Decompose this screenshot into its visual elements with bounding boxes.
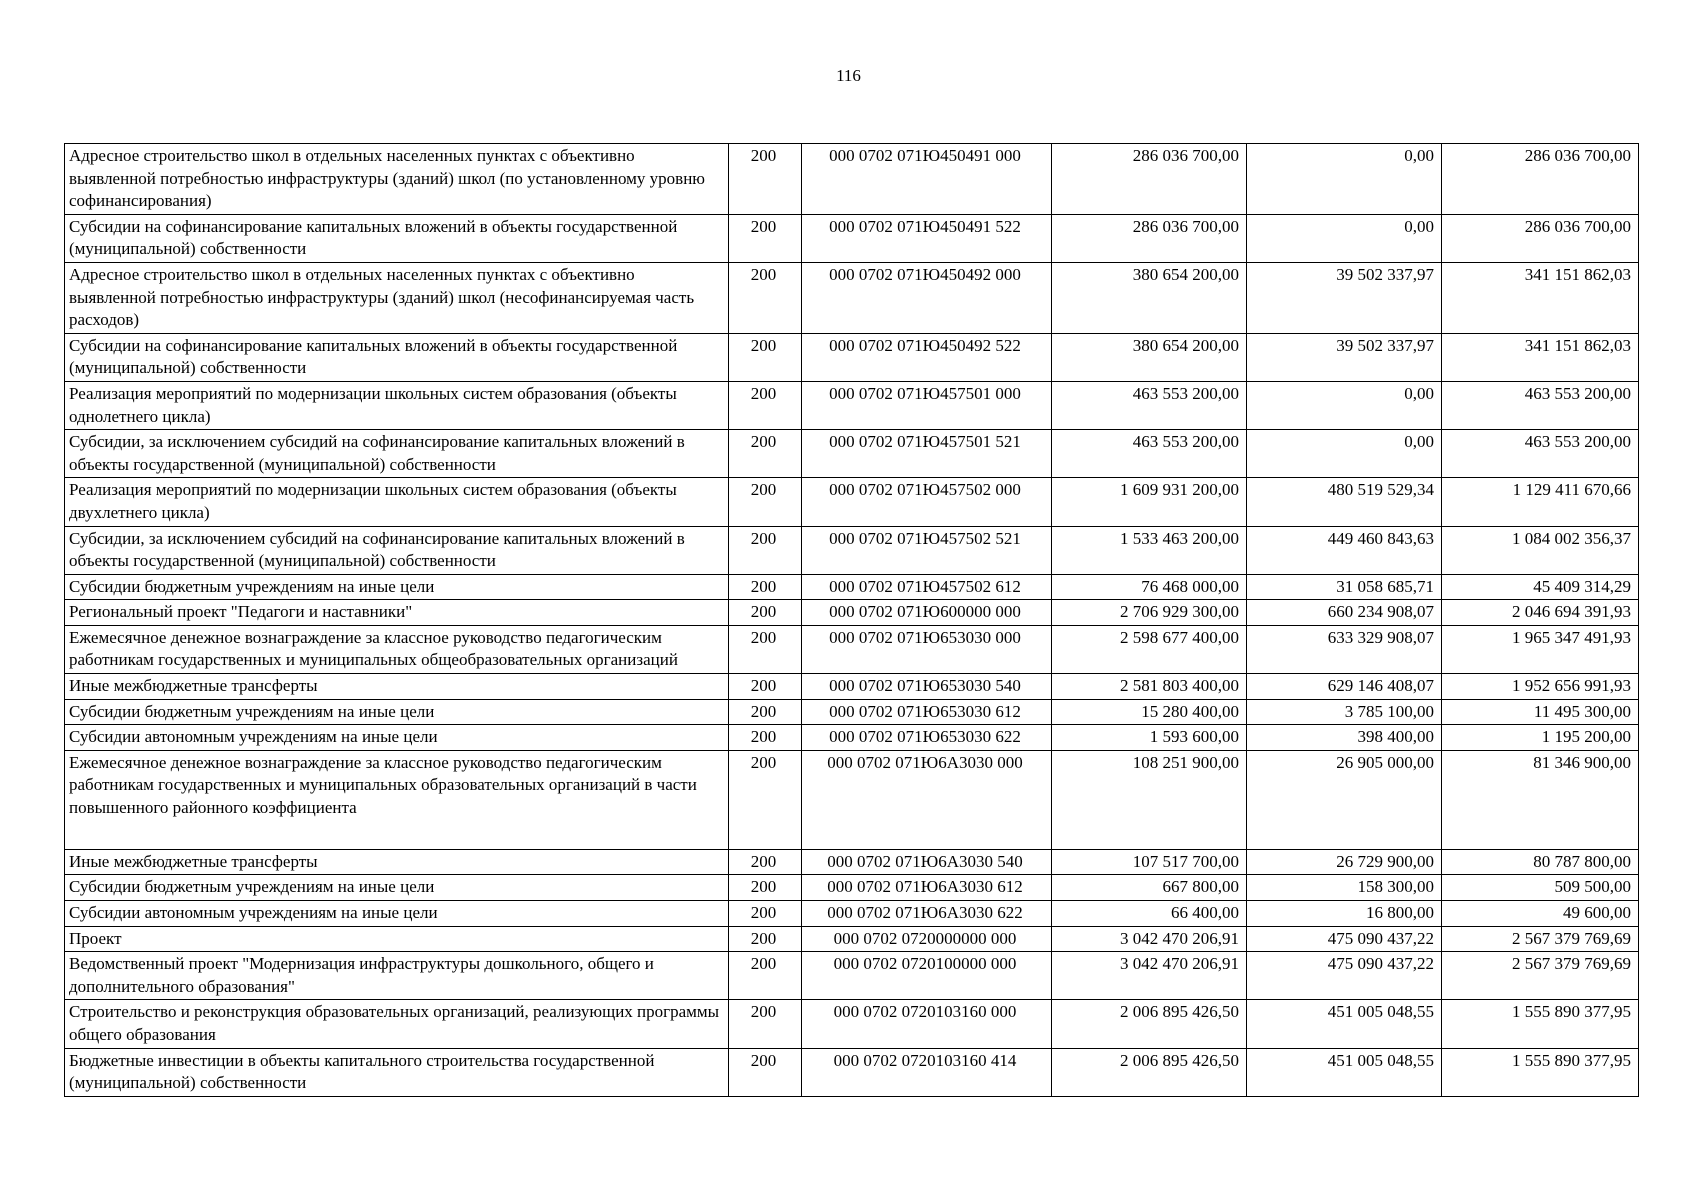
- row-executed: 0,00: [1247, 381, 1442, 429]
- table-row: [65, 901, 1639, 927]
- row-approved: 108 251 900,00: [1052, 750, 1247, 849]
- row-remaining: 286 036 700,00: [1442, 144, 1639, 215]
- row-approved: 2 598 677 400,00: [1052, 625, 1247, 673]
- row-kbk: 000 0702 071Ю457502 000: [802, 478, 1052, 526]
- row-executed: 475 090 437,22: [1247, 952, 1442, 1000]
- row-name: Иные межбюджетные трансферты: [65, 674, 729, 700]
- row-code: 200: [729, 478, 802, 526]
- row-kbk: 000 0702 071Ю653030 622: [802, 725, 1052, 751]
- row-kbk: 000 0702 071Ю653030 540: [802, 674, 1052, 700]
- row-approved: 2 581 803 400,00: [1052, 674, 1247, 700]
- table-row: [65, 381, 1639, 429]
- row-kbk: 000 0702 0720103160 414: [802, 1048, 1052, 1096]
- row-approved: 286 036 700,00: [1052, 214, 1247, 262]
- row-remaining: 1 195 200,00: [1442, 725, 1639, 751]
- row-name: Субсидии на софинансирование капитальных вложений в объекты государственной (муниципальной) собственности: [65, 214, 729, 262]
- row-name: Субсидии бюджетным учреждениям на иные цели: [65, 699, 729, 725]
- row-remaining: 45 409 314,29: [1442, 574, 1639, 600]
- row-name: Ежемесячное денежное вознаграждение за классное руководство педагогическим работникам государственных и муниципальных общеобразовательных организаций: [65, 625, 729, 673]
- row-approved: 380 654 200,00: [1052, 262, 1247, 333]
- row-approved: 15 280 400,00: [1052, 699, 1247, 725]
- row-executed: 398 400,00: [1247, 725, 1442, 751]
- row-remaining: 49 600,00: [1442, 901, 1639, 927]
- row-executed: 26 905 000,00: [1247, 750, 1442, 849]
- row-kbk: 000 0702 071Ю450492 522: [802, 333, 1052, 381]
- row-approved: 463 553 200,00: [1052, 430, 1247, 478]
- row-executed: 16 800,00: [1247, 901, 1442, 927]
- row-executed: 449 460 843,63: [1247, 526, 1442, 574]
- row-executed: 31 058 685,71: [1247, 574, 1442, 600]
- table-row: [65, 478, 1639, 526]
- table-row: [65, 333, 1639, 381]
- row-approved: 380 654 200,00: [1052, 333, 1247, 381]
- table-row: [65, 674, 1639, 700]
- row-code: 200: [729, 875, 802, 901]
- row-name: Реализация мероприятий по модернизации школьных систем образования (объекты двухлетнего цикла): [65, 478, 729, 526]
- table-row: [65, 600, 1639, 626]
- row-remaining: 463 553 200,00: [1442, 430, 1639, 478]
- row-remaining: 11 495 300,00: [1442, 699, 1639, 725]
- row-remaining: 286 036 700,00: [1442, 214, 1639, 262]
- row-name: Субсидии автономным учреждениям на иные цели: [65, 725, 729, 751]
- row-code: 200: [729, 952, 802, 1000]
- budget-execution-table: [64, 143, 1639, 1097]
- row-remaining: 1 965 347 491,93: [1442, 625, 1639, 673]
- row-executed: 451 005 048,55: [1247, 1000, 1442, 1048]
- row-name: Бюджетные инвестиции в объекты капитального строительства государственной (муниципальной) собственности: [65, 1048, 729, 1096]
- row-executed: 39 502 337,97: [1247, 333, 1442, 381]
- table-row: [65, 214, 1639, 262]
- row-remaining: 1 555 890 377,95: [1442, 1048, 1639, 1096]
- table-row: [65, 952, 1639, 1000]
- row-approved: 286 036 700,00: [1052, 144, 1247, 215]
- table-row: [65, 1000, 1639, 1048]
- table-row: [65, 926, 1639, 952]
- row-approved: 76 468 000,00: [1052, 574, 1247, 600]
- row-kbk: 000 0702 071Ю457501 521: [802, 430, 1052, 478]
- row-name: Проект: [65, 926, 729, 952]
- row-approved: 3 042 470 206,91: [1052, 952, 1247, 1000]
- row-kbk: 000 0702 071Ю6А3030 540: [802, 849, 1052, 875]
- row-approved: 3 042 470 206,91: [1052, 926, 1247, 952]
- row-remaining: 463 553 200,00: [1442, 381, 1639, 429]
- row-name: Строительство и реконструкция образовательных организаций, реализующих программы общего образования: [65, 1000, 729, 1048]
- row-approved: 1 593 600,00: [1052, 725, 1247, 751]
- table-row: [65, 430, 1639, 478]
- table-row: [65, 725, 1639, 751]
- row-executed: 451 005 048,55: [1247, 1048, 1442, 1096]
- row-name: Субсидии, за исключением субсидий на софинансирование капитальных вложений в объекты государственной (муниципальной) собственности: [65, 430, 729, 478]
- row-kbk: 000 0702 0720103160 000: [802, 1000, 1052, 1048]
- row-code: 200: [729, 725, 802, 751]
- table-row: [65, 574, 1639, 600]
- table-row: [65, 1048, 1639, 1096]
- row-name: Иные межбюджетные трансферты: [65, 849, 729, 875]
- row-remaining: 509 500,00: [1442, 875, 1639, 901]
- row-approved: 2 006 895 426,50: [1052, 1048, 1247, 1096]
- row-kbk: 000 0702 0720000000 000: [802, 926, 1052, 952]
- row-name: Субсидии автономным учреждениям на иные цели: [65, 901, 729, 927]
- row-remaining: 2 567 379 769,69: [1442, 926, 1639, 952]
- row-kbk: 000 0702 071Ю600000 000: [802, 600, 1052, 626]
- row-name: Субсидии бюджетным учреждениям на иные цели: [65, 875, 729, 901]
- row-name: Субсидии, за исключением субсидий на софинансирование капитальных вложений в объекты государственной (муниципальной) собственности: [65, 526, 729, 574]
- row-approved: 1 533 463 200,00: [1052, 526, 1247, 574]
- row-code: 200: [729, 1000, 802, 1048]
- table-row: [65, 875, 1639, 901]
- row-remaining: 2 046 694 391,93: [1442, 600, 1639, 626]
- row-code: 200: [729, 699, 802, 725]
- row-kbk: 000 0702 071Ю6А3030 612: [802, 875, 1052, 901]
- row-code: 200: [729, 381, 802, 429]
- row-kbk: 000 0702 071Ю6А3030 000: [802, 750, 1052, 849]
- row-name: Адресное строительство школ в отдельных населенных пунктах с объективно выявленной потребностью инфраструктуры (зданий) школ (несофинансируемая часть расходов): [65, 262, 729, 333]
- row-code: 200: [729, 430, 802, 478]
- row-remaining: 80 787 800,00: [1442, 849, 1639, 875]
- row-remaining: 1 952 656 991,93: [1442, 674, 1639, 700]
- row-kbk: 000 0702 071Ю450491 000: [802, 144, 1052, 215]
- row-name: Субсидии бюджетным учреждениям на иные цели: [65, 574, 729, 600]
- row-remaining: 81 346 900,00: [1442, 750, 1639, 849]
- row-executed: 660 234 908,07: [1247, 600, 1442, 626]
- row-name: Реализация мероприятий по модернизации школьных систем образования (объекты однолетнего цикла): [65, 381, 729, 429]
- row-code: 200: [729, 926, 802, 952]
- row-approved: 667 800,00: [1052, 875, 1247, 901]
- row-kbk: 000 0702 0720100000 000: [802, 952, 1052, 1000]
- row-remaining: 2 567 379 769,69: [1442, 952, 1639, 1000]
- table-row: [65, 699, 1639, 725]
- row-code: 200: [729, 262, 802, 333]
- row-kbk: 000 0702 071Ю653030 000: [802, 625, 1052, 673]
- row-kbk: 000 0702 071Ю457502 521: [802, 526, 1052, 574]
- row-executed: 480 519 529,34: [1247, 478, 1442, 526]
- row-code: 200: [729, 625, 802, 673]
- table-row: [65, 144, 1639, 215]
- row-remaining: 341 151 862,03: [1442, 262, 1639, 333]
- row-code: 200: [729, 526, 802, 574]
- table-row: [65, 750, 1639, 849]
- row-code: 200: [729, 750, 802, 849]
- row-executed: 26 729 900,00: [1247, 849, 1442, 875]
- row-kbk: 000 0702 071Ю653030 612: [802, 699, 1052, 725]
- page-number: 116: [836, 66, 861, 85]
- table-row: [65, 262, 1639, 333]
- row-code: 200: [729, 600, 802, 626]
- row-name: Региональный проект "Педагоги и наставники": [65, 600, 729, 626]
- row-name: Ежемесячное денежное вознаграждение за классное руководство педагогическим работникам государственных и муниципальных образовательных организаций в части повышенного районного коэффициента: [65, 750, 729, 849]
- row-executed: 629 146 408,07: [1247, 674, 1442, 700]
- row-name: Субсидии на софинансирование капитальных вложений в объекты государственной (муниципальной) собственности: [65, 333, 729, 381]
- row-kbk: 000 0702 071Ю6А3030 622: [802, 901, 1052, 927]
- row-code: 200: [729, 333, 802, 381]
- row-code: 200: [729, 144, 802, 215]
- row-kbk: 000 0702 071Ю450492 000: [802, 262, 1052, 333]
- row-remaining: 1 129 411 670,66: [1442, 478, 1639, 526]
- table-row: [65, 849, 1639, 875]
- row-approved: 1 609 931 200,00: [1052, 478, 1247, 526]
- row-approved: 463 553 200,00: [1052, 381, 1247, 429]
- row-remaining: 341 151 862,03: [1442, 333, 1639, 381]
- row-executed: 0,00: [1247, 430, 1442, 478]
- row-kbk: 000 0702 071Ю457502 612: [802, 574, 1052, 600]
- row-code: 200: [729, 1048, 802, 1096]
- row-kbk: 000 0702 071Ю450491 522: [802, 214, 1052, 262]
- row-kbk: 000 0702 071Ю457501 000: [802, 381, 1052, 429]
- row-remaining: 1 084 002 356,37: [1442, 526, 1639, 574]
- row-executed: 158 300,00: [1247, 875, 1442, 901]
- row-name: Ведомственный проект "Модернизация инфраструктуры дошкольного, общего и дополнительного образования": [65, 952, 729, 1000]
- row-executed: 633 329 908,07: [1247, 625, 1442, 673]
- row-approved: 2 706 929 300,00: [1052, 600, 1247, 626]
- table-row: [65, 526, 1639, 574]
- row-executed: 0,00: [1247, 144, 1442, 215]
- row-name: Адресное строительство школ в отдельных населенных пунктах с объективно выявленной потребностью инфраструктуры (зданий) школ (по установленному уровню софинансирования): [65, 144, 729, 215]
- row-executed: 3 785 100,00: [1247, 699, 1442, 725]
- row-code: 200: [729, 674, 802, 700]
- row-code: 200: [729, 574, 802, 600]
- row-executed: 475 090 437,22: [1247, 926, 1442, 952]
- row-code: 200: [729, 214, 802, 262]
- row-approved: 66 400,00: [1052, 901, 1247, 927]
- row-remaining: 1 555 890 377,95: [1442, 1000, 1639, 1048]
- row-executed: 39 502 337,97: [1247, 262, 1442, 333]
- table-row: [65, 625, 1639, 673]
- row-approved: 2 006 895 426,50: [1052, 1000, 1247, 1048]
- row-approved: 107 517 700,00: [1052, 849, 1247, 875]
- row-executed: 0,00: [1247, 214, 1442, 262]
- row-code: 200: [729, 901, 802, 927]
- row-code: 200: [729, 849, 802, 875]
